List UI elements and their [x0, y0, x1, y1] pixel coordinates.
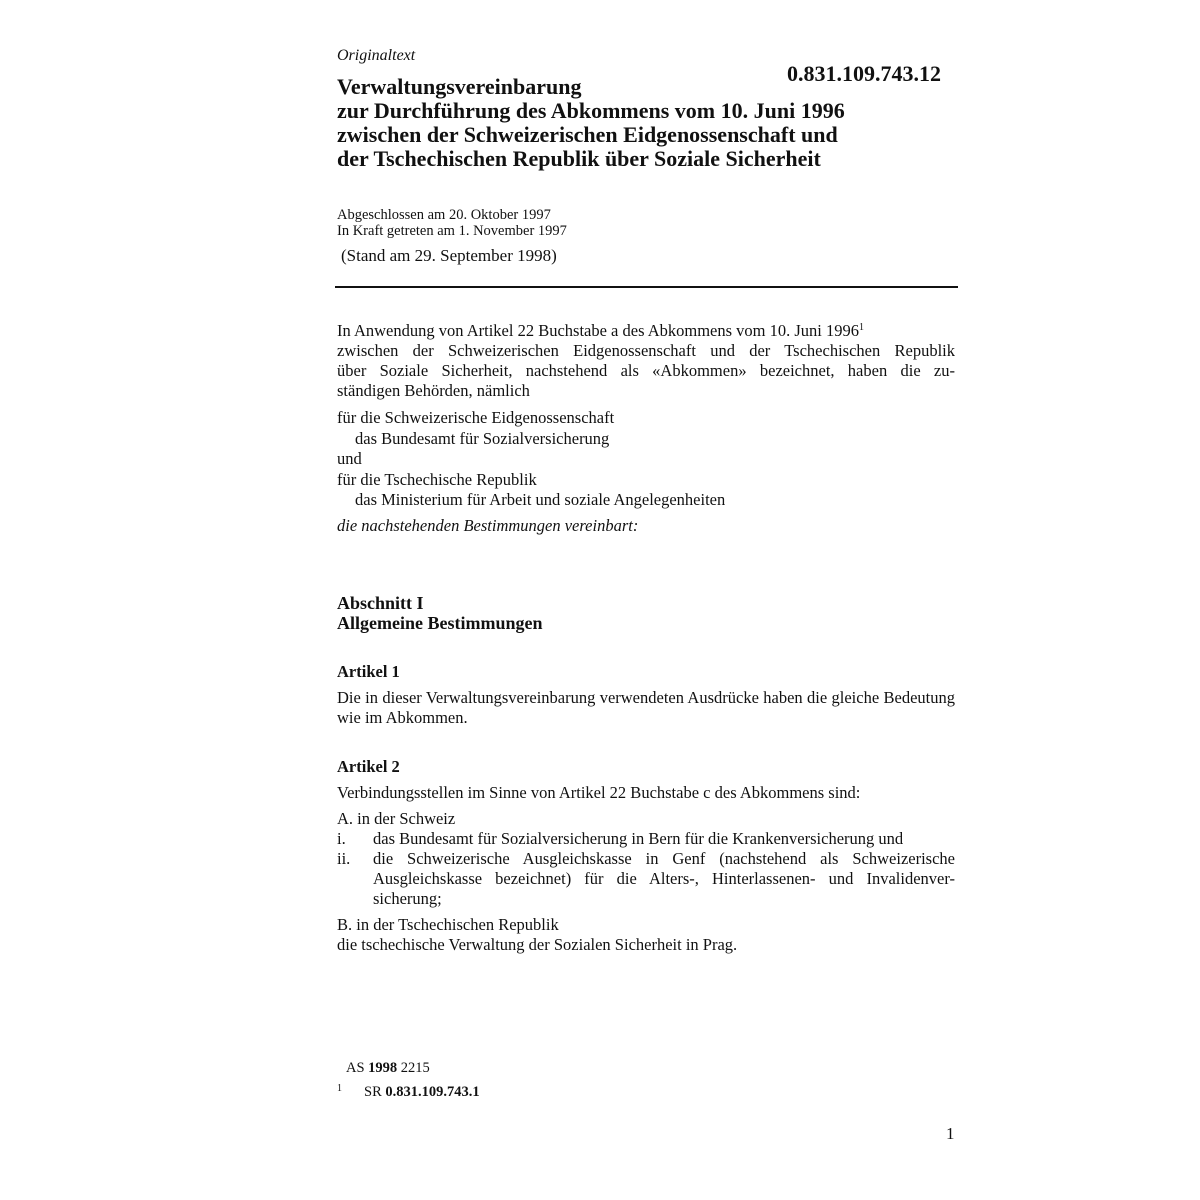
- as-prefix: AS: [346, 1060, 365, 1076]
- party-czech-authority: das Ministerium für Arbeit und soziale Angelegenheiten: [355, 490, 726, 509]
- list-item: [337, 829, 955, 849]
- agreed-clause: die nachstehenden Bestimmungen vereinbart:: [337, 516, 639, 535]
- footnote-ref[interactable]: 1: [859, 322, 864, 333]
- footnote-1-prefix: SR: [364, 1084, 382, 1100]
- switzerland-label: A. in der Schweiz: [337, 809, 456, 828]
- list-item-text: das Bundesamt für Sozialversicherung in Bern für die Krankenversicherung und: [373, 829, 904, 848]
- title-line: der Tschechischen Republik über Soziale Sicherheit: [337, 146, 821, 171]
- list-item-number: i.: [337, 829, 346, 848]
- dates-block: [337, 207, 567, 239]
- article-1-heading: Artikel 1: [337, 662, 400, 681]
- czech-label: B. in der Tschechischen Republik: [337, 915, 559, 934]
- list-item-number: ii.: [337, 849, 351, 868]
- preamble-paragraph: [337, 321, 955, 401]
- sr-number: 0.831.109.743.12: [787, 61, 941, 86]
- article-2-heading: Artikel 2: [337, 757, 400, 776]
- page-number: 1: [946, 1124, 955, 1143]
- section-title: Allgemeine Bestimmungen: [337, 613, 543, 633]
- preamble-line: zwischen der Schweizerischen Eidgenossenschaft und der Tschechischen Republik: [337, 341, 955, 360]
- party-switzerland-authority: das Bundesamt für Sozialversicherung: [355, 428, 610, 448]
- parties-block: [337, 408, 725, 511]
- as-footnote: [346, 1058, 430, 1078]
- czech-liaison-text: die tschechische Verwaltung der Sozialen Sicherheit in Prag.: [337, 935, 738, 954]
- original-text-label: Originaltext: [337, 47, 416, 64]
- title-line: Verwaltungsvereinbarung: [337, 74, 582, 99]
- preamble-line: über Soziale Sicherheit, nachstehend als «Abkommen» bezeichnet, haben die zu-: [337, 361, 955, 380]
- preamble-line-text: In Anwendung von Artikel 22 Buchstabe a des Abkommens vom 10. Juni 1996: [337, 321, 859, 340]
- liaison-list: [337, 809, 955, 955]
- article-1-body: Die in dieser Verwaltungsvereinbarung verwendeten Ausdrücke haben die gleiche Bedeutung wie im Abkommen.: [337, 688, 955, 727]
- footnote-1: [337, 1079, 480, 1102]
- footnote-1-number: 0.831.109.743.1: [385, 1084, 480, 1100]
- footnote-1-mark: 1: [337, 1083, 342, 1094]
- list-item-text: die Schweizerische Ausgleichskasse in Genf (nachstehend als Schweizerische Ausgleichskasse bezeichnet) für die Alters-, Hinterlassenen- und Invalidenver-sicherung;: [373, 849, 955, 908]
- party-czech: für die Tschechische Republik: [337, 469, 537, 489]
- section-heading: [337, 593, 542, 633]
- list-item: [337, 849, 955, 909]
- header-divider: [335, 286, 958, 288]
- article-1-text: [337, 688, 955, 728]
- as-page: 2215: [400, 1060, 430, 1076]
- title-line: zwischen der Schweizerischen Eidgenossenschaft und: [337, 122, 838, 147]
- conjunction: und: [337, 449, 362, 468]
- status-date: (Stand am 29. September 1998): [341, 246, 557, 265]
- party-switzerland: für die Schweizerische Eidgenossenschaft: [337, 408, 615, 427]
- as-year: 1998: [368, 1060, 398, 1076]
- article-2-text: Verbindungsstellen im Sinne von Artikel 22 Buchstabe c des Abkommens sind:: [337, 783, 861, 802]
- title-line: zur Durchführung des Abkommens vom 10. Juni 1996: [337, 98, 845, 123]
- in-force-date: In Kraft getreten am 1. November 1997: [337, 223, 567, 239]
- preamble-line: ständigen Behörden, nämlich: [337, 381, 530, 400]
- preamble-line: [337, 321, 955, 341]
- concluded-date: Abgeschlossen am 20. Oktober 1997: [337, 207, 551, 223]
- section-number: Abschnitt I: [337, 593, 424, 613]
- document-title: [337, 75, 957, 171]
